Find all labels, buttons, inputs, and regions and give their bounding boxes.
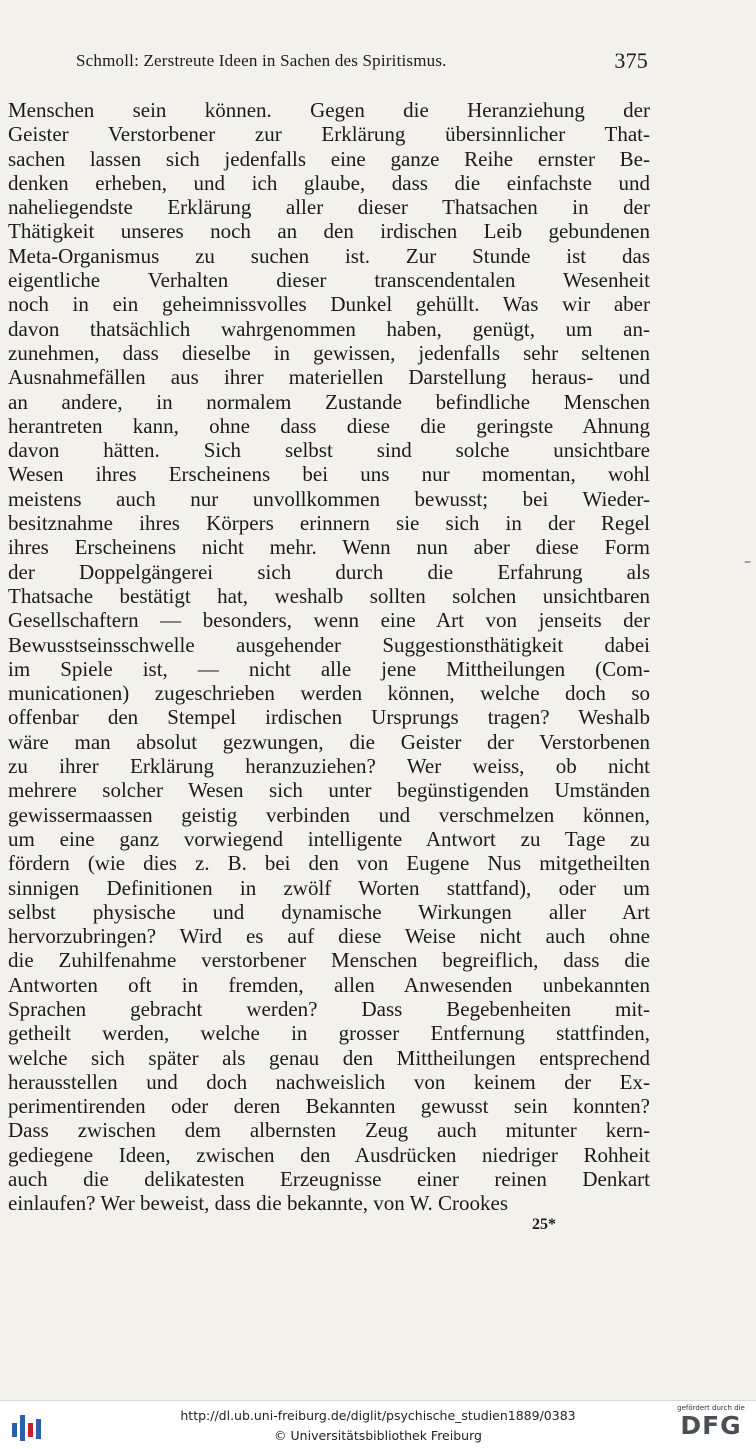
text-line: Sprachen gebracht werden? Dass Begebenheiten mit-	[8, 996, 650, 1021]
text-line: sinnigen Definitionen in zwölf Worten stattfand), oder um	[8, 875, 650, 900]
text-line: der Doppelgängerei sich durch die Erfahrung als	[8, 559, 650, 584]
text-line: Ausnahmefällen aus ihrer materiellen Darstellung heraus- und	[8, 365, 650, 390]
text-line: getheilt werden, welche in grosser Entfernung stattfinden,	[8, 1021, 650, 1046]
text-line: welche sich später als genau den Mittheilungen entsprechend	[8, 1045, 650, 1070]
text-line: hervorzubringen? Wird es auf diese Weise nicht auch ohne	[8, 924, 650, 949]
text-line: Thätigkeit unseres noch an den irdischen Leib gebundenen	[8, 219, 650, 244]
text-line: besitznahme ihres Körpers erinnern sie sich in der Regel	[8, 511, 650, 536]
text-line: um eine ganz vorwiegend intelligente Antwort zu Tage zu	[8, 826, 650, 851]
text-line: Dass zwischen dem albernsten Zeug auch mitunter kern-	[8, 1118, 650, 1143]
text-line: herantreten kann, ohne dass diese die geringste Ahnung	[8, 413, 650, 438]
body-text	[8, 98, 650, 1216]
text-line: an andere, in normalem Zustande befindliche Menschen	[8, 389, 650, 414]
text-line: fördern (wie dies z. B. bei den von Eugene Nus mitgetheilten	[8, 851, 650, 876]
text-line: noch in ein geheimnissvolles Dunkel gehüllt. Was wir aber	[8, 292, 650, 317]
running-header	[70, 48, 648, 74]
text-line: Menschen sein können. Gegen die Heranziehung der	[8, 98, 650, 122]
signature-mark: 25*	[532, 1216, 556, 1233]
text-line: mehrere solcher Wesen sich unter begünstigenden Umständen	[8, 778, 650, 803]
text-line: davon hätten. Sich selbst sind solche unsichtbare	[8, 438, 650, 463]
text-line: denken erheben, und ich glaube, dass die einfachste und	[8, 170, 650, 195]
text-line: Geister Verstorbener zur Erklärung übersinnlicher That-	[8, 122, 650, 147]
text-line: Gesellschaftern — besonders, wenn eine Art von jenseits der	[8, 608, 650, 633]
text-line: selbst physische und dynamische Wirkungen aller Art	[8, 899, 650, 924]
text-line: ihres Erscheinens nicht mehr. Wenn nun aber diese Form	[8, 535, 650, 560]
text-line: davon thatsächlich wahrgenommen haben, genügt, um an-	[8, 316, 650, 341]
text-line: meistens auch nur unvollkommen bewusst; bei Wieder-	[8, 486, 650, 511]
running-title: Schmoll: Zerstreute Ideen in Sachen des Spiritismus.	[76, 51, 447, 70]
page-number: 375	[614, 48, 648, 73]
text-line: einlaufen? Wer beweist, dass die bekannte, von W. Crookes	[8, 1191, 509, 1216]
text-line: im Spiele ist, — nicht alle jene Mittheilungen (Com-	[8, 656, 650, 681]
text-line: eigentliche Verhalten dieser transcendentalen Wesenheit	[8, 268, 650, 293]
text-line: perimentirenden oder deren Bekannten gewusst sein konnten?	[8, 1094, 650, 1119]
text-line: gediegene Ideen, zwischen den Ausdrücken niedriger Rohheit	[8, 1142, 650, 1167]
text-line: gewissermaassen geistig verbinden und verschmelzen können,	[8, 802, 650, 827]
text-line: Wesen ihres Erscheinens bei uns nur momentan, wohl	[8, 462, 650, 487]
text-line: naheliegendste Erklärung aller dieser Thatsachen in der	[8, 195, 650, 220]
text-line: offenbar den Stempel irdischen Ursprungs tragen? Weshalb	[8, 705, 650, 730]
text-line: municationen) zugeschrieben werden können, welche doch so	[8, 681, 650, 706]
text-line: Bewusstseinsschwelle ausgehender Suggestionsthätigkeit dabei	[8, 632, 650, 657]
dfg-funding-text: gefördert durch die	[677, 1404, 745, 1412]
text-line: wäre man absolut gezwungen, die Geister der Verstorbenen	[8, 729, 650, 754]
text-line: sachen lassen sich jedenfalls eine ganze Reihe ernster Be-	[8, 146, 650, 171]
copyright-notice: © Universitätsbibliothek Freiburg	[274, 1428, 482, 1443]
text-line: Antworten oft in fremden, allen Anwesenden unbekannten	[8, 972, 650, 997]
dfg-logo-text: DFG	[680, 1411, 742, 1440]
source-url[interactable]: http://dl.ub.uni-freiburg.de/diglit/psychische_studien1889/0383	[180, 1408, 576, 1423]
text-line: herausstellen und doch nachweislich von keinem der Ex-	[8, 1069, 650, 1094]
text-line: zunehmen, dass dieselbe in gewissen, jedenfalls sehr seltenen	[8, 340, 650, 365]
margin-mark: –	[744, 554, 751, 570]
text-line: die Zuhilfenahme verstorbener Menschen begreiflich, dass die	[8, 948, 650, 973]
viewer-footer	[0, 1400, 756, 1449]
text-line: Meta-Organismus zu suchen ist. Zur Stunde ist das	[8, 243, 650, 268]
text-line: auch die delikatesten Erzeugnisse einer reinen Denkart	[8, 1167, 650, 1192]
text-line: zu ihrer Erklärung heranzuziehen? Wer weiss, ob nicht	[8, 754, 650, 779]
dfg-logo-icon	[672, 1404, 750, 1446]
text-line: Thatsache bestätigt hat, weshalb sollten solchen unsichtbaren	[8, 583, 650, 608]
